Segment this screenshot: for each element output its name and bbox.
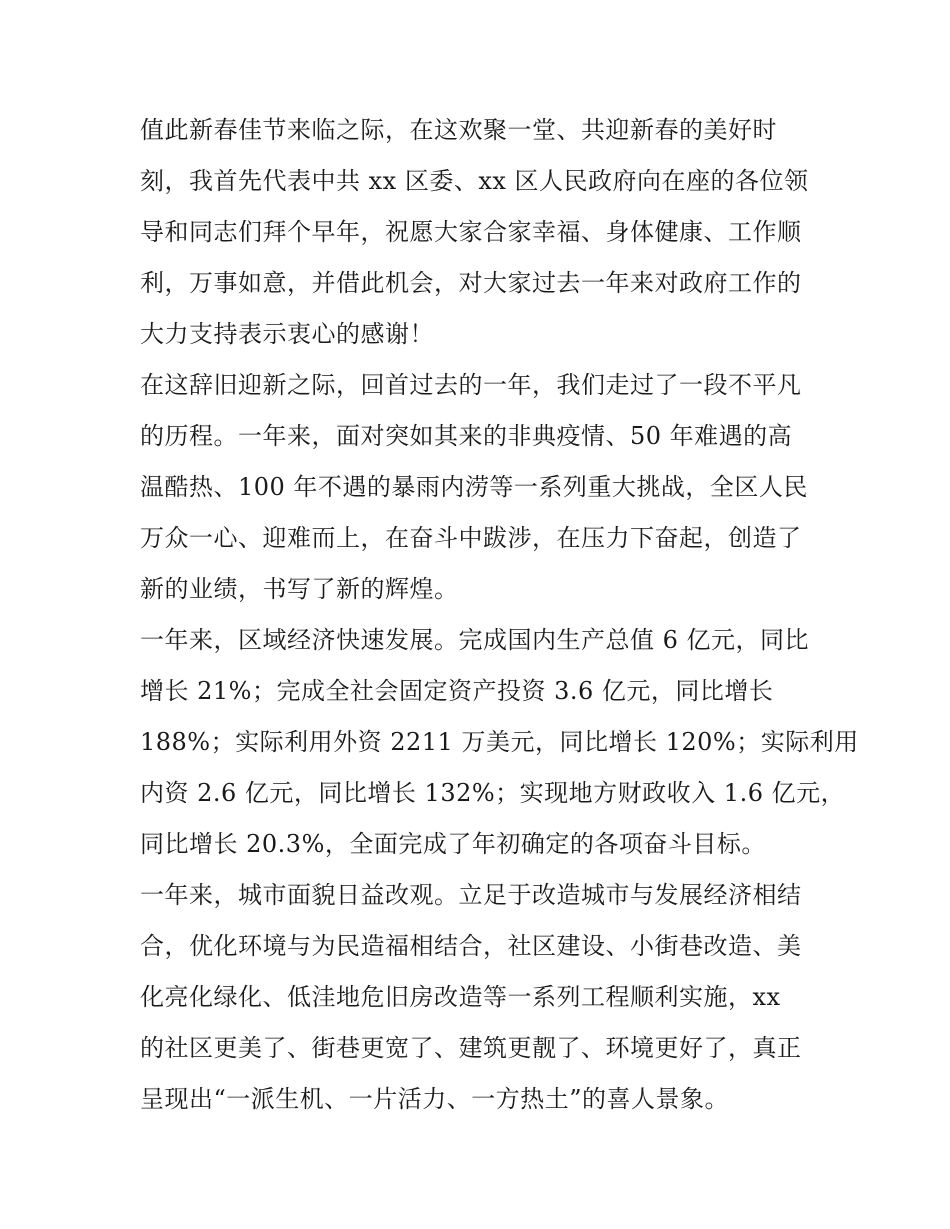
text-line: 值此新春佳节来临之际，在这欢聚一堂、共迎新春的美好时 [140,116,777,144]
text-line: 一年来，区域经济快速发展。完成国内生产总值 6 亿元，同比 [140,626,810,654]
document-body [140,105,859,1125]
text-line: 在这辞旧迎新之际，回首过去的一年，我们走过了一段不平凡 [140,371,802,399]
text-line: 合，优化环境与为民造福相结合，社区建设、小街巷改造、美 [140,932,802,960]
text-line: 增长 21%；完成全社会固定资产投资 3.6 亿元，同比增长 [140,677,774,705]
text-line: 呈现出“一派生机、一片活力、一方热土”的喜人景象。 [140,1085,730,1113]
text-line: 大力支持表示衷心的感谢！ [140,320,434,348]
text-line: 同比增长 20.3%，全面完成了年初确定的各项奋斗目标。 [140,830,766,858]
text-line: 导和同志们拜个早年，祝愿大家合家幸福、身体健康、工作顺 [140,218,802,246]
text-line: 万众一心、迎难而上，在奋斗中跋涉，在压力下奋起，创造了 [140,524,802,552]
text-line: 利，万事如意，并借此机会，对大家过去一年来对政府工作的 [140,269,802,297]
text-line: 188%；实际利用外资 2211 万美元，同比增长 120%；实际利用 [140,728,859,756]
text-line: 一年来，城市面貌日益改观。立足于改造城市与发展经济相结 [140,881,802,909]
text-line: 的历程。一年来，面对突如其来的非典疫情、50 年难遇的高 [140,422,793,450]
text-line: 内资 2.6 亿元，同比增长 132%；实现地方财政收入 1.6 亿元， [140,779,846,807]
text-line: 新的业绩，书写了新的辉煌。 [140,575,459,603]
text-line: 刻，我首先代表中共 xx 区委、xx 区人民政府向在座的各位领 [140,167,809,195]
text-line: 温酷热、100 年不遇的暴雨内涝等一系列重大挑战，全区人民 [140,473,808,501]
text-line: 化亮化绿化、低洼地危旧房改造等一系列工程顺利实施，xx [140,983,781,1011]
text-line: 的社区更美了、街巷更宽了、建筑更靓了、环境更好了，真正 [140,1034,802,1062]
